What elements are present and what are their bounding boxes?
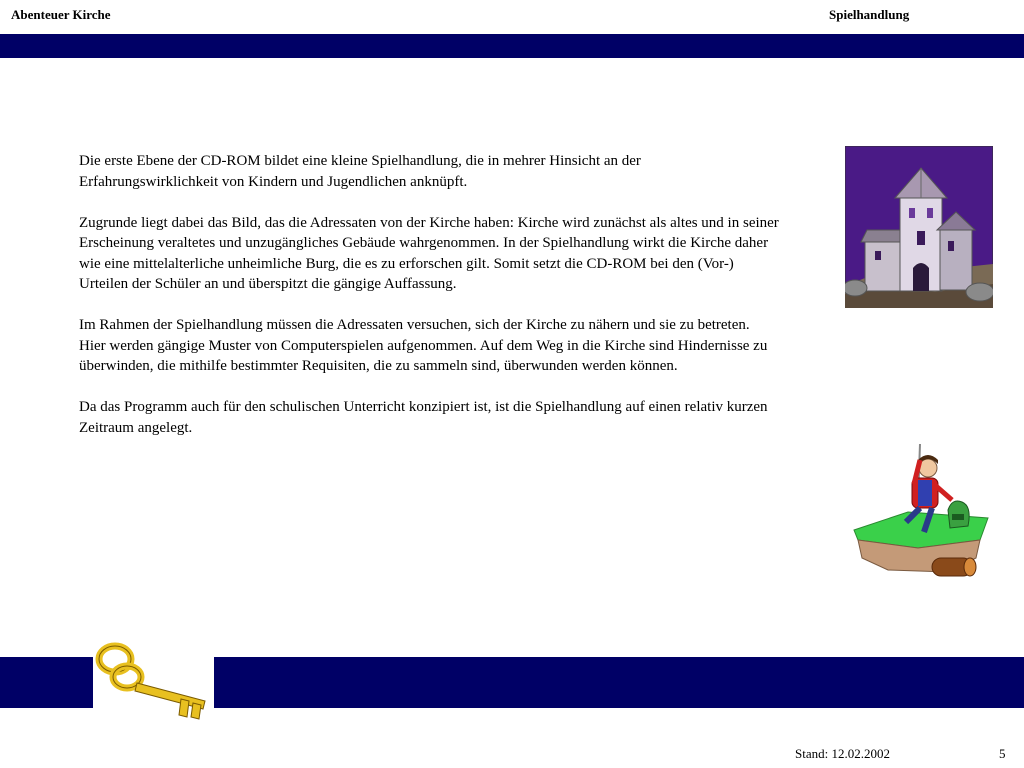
paragraph-game-patterns: Hier werden gängige Muster von Computerspielen aufgenommen. Auf dem Weg in die Kirche sind Hindernisse zu überwinden, die mithilfe bestimmter Requisiten, die zu sammeln sind, überwunden werden können. [79,337,768,374]
footer-date: Stand: 12.02.2002 [795,746,890,761]
body-text [79,151,779,438]
paragraph-intro: Die erste Ebene der CD-ROM bildet eine kleine Spielhandlung, die in mehrer Hinsicht an der Erfahrungswirklichkeit von Kindern und Jugendlichen anknüpft. [79,153,641,190]
page-number: 5 [999,746,1006,761]
paragraph-image: Zugrunde liegt dabei das Bild, das die Adressaten von der Kirche haben: Kirche wird zunächst als altes und in seiner Erscheinung veraltetes und unzugängliches Gebäude wahrgenommen. In der Spielhandlung wirkt die Kirche daher wie eine mittelalterliche unheimliche Burg, die es zu erforschen gilt. Somit setzt die CD-ROM bei den (Vor-) Urteilen der Schüler an und überspitzt die gängige Auffassung. [79,214,779,292]
top-decor-bar [0,34,1024,58]
header-title-right: Spielhandlung [829,7,910,22]
paragraph-timeframe: Da das Programm auch für den schulischen Unterricht konzipiert ist, ist die Spielhandlung auf einen relativ kurzen Zeitraum angelegt. [79,399,768,436]
header-title-left: Abenteuer Kirche [11,7,111,22]
paragraph-approach: Im Rahmen der Spielhandlung müssen die Adressaten versuchen, sich der Kirche zu nähern und sie zu betreten. [79,317,750,333]
key-image [93,637,214,724]
castle-image [845,146,993,308]
climber-image [848,440,992,585]
